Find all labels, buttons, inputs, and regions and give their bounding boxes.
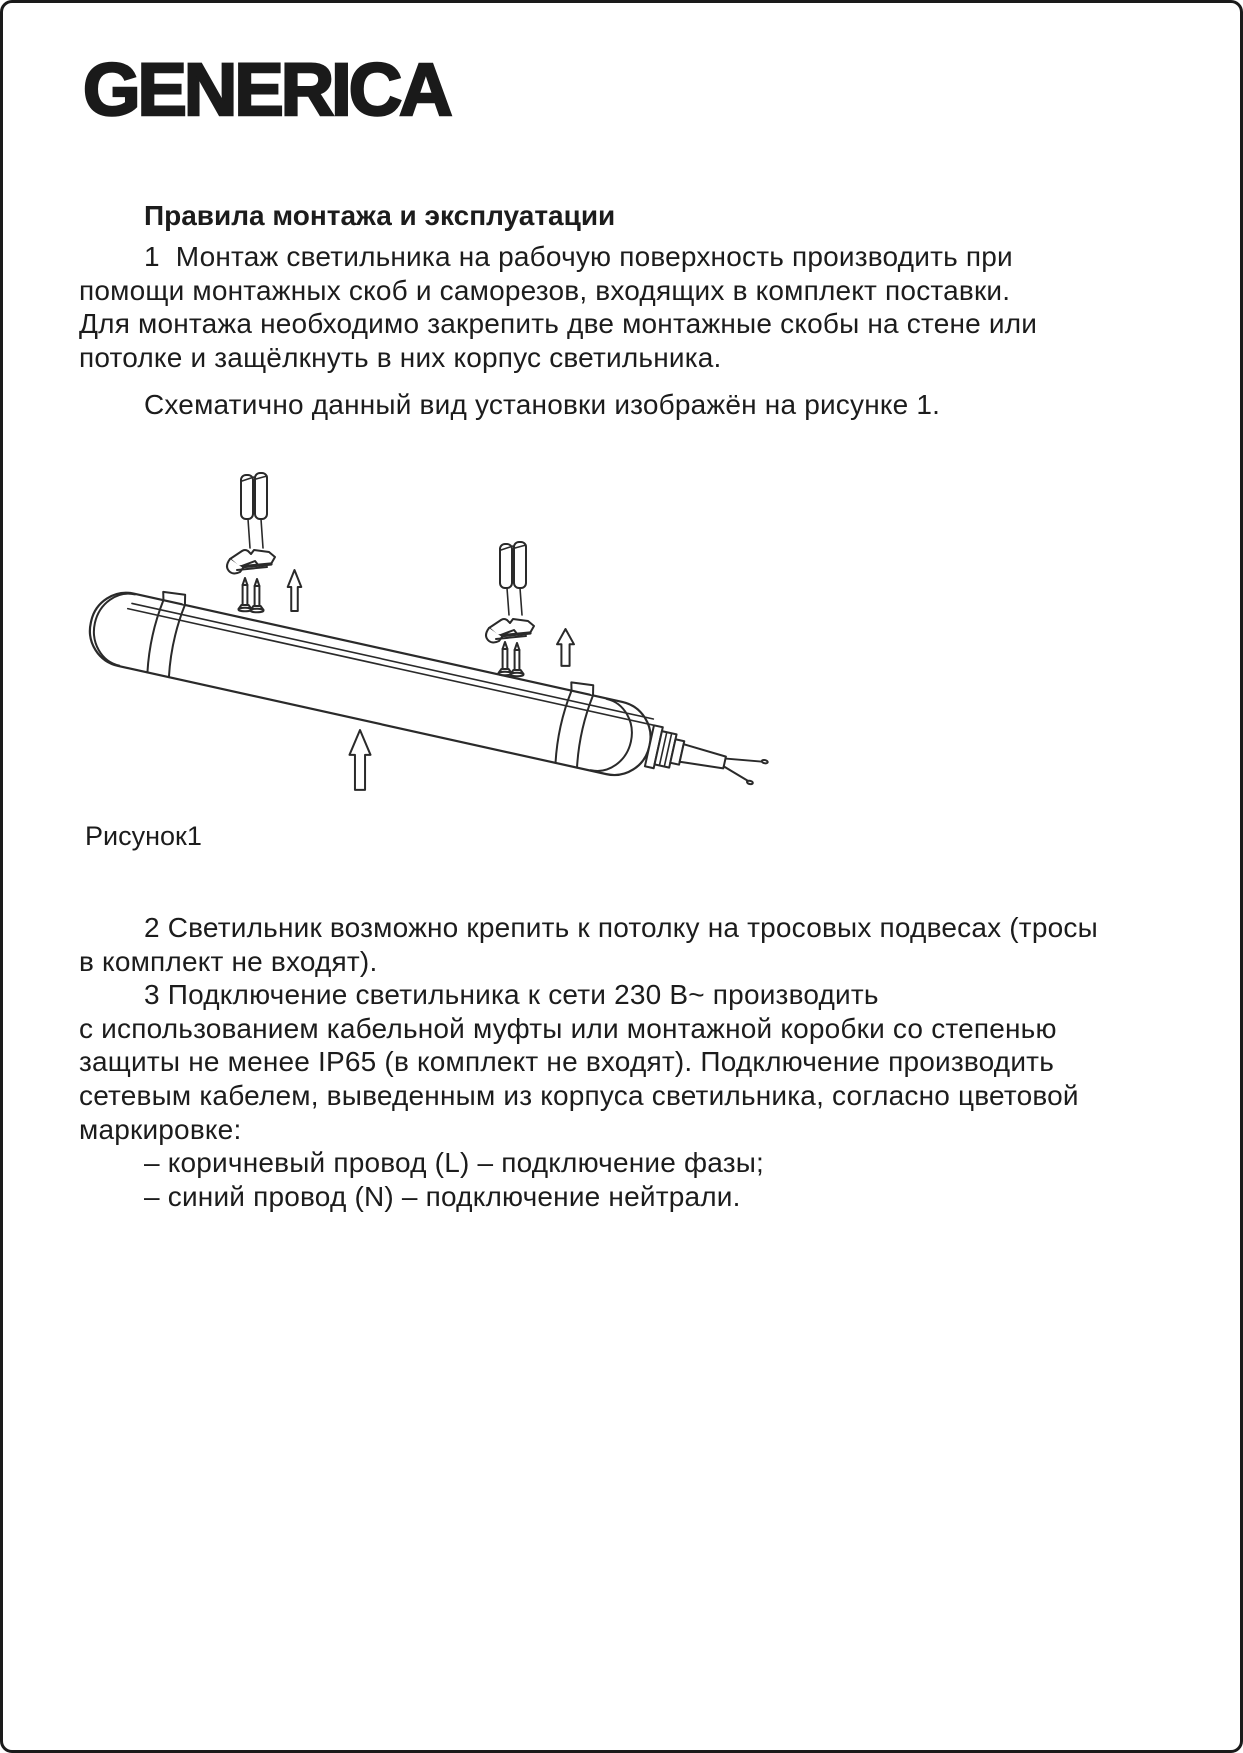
mounting-set-left [227,473,301,612]
body-line: помощи монтажных скоб и саморезов, входящих в комплект поставки. [79,274,1011,306]
body-line: потолке и защёлкнуть в них корпус светильника. [79,341,722,373]
section-heading: Правила монтажа и эксплуатации [144,200,616,231]
paragraph-2 [79,911,1098,1213]
body-line: – коричневый провод (L) – подключение фазы; [144,1147,765,1179]
body-line: Для монтажа необходимо закрепить две монтажные скобы на стене или [79,308,1038,340]
body-line: 2 Светильник возможно крепить к потолку на тросовых подвесах (тросы [144,912,1098,943]
wall-anchors [500,542,526,588]
brand-logo: GENERICA [83,48,450,131]
screw [251,579,264,612]
power-cable [678,742,768,787]
screw [511,643,524,676]
body-line: с использованием кабельной муфты или монтажной коробки со степенью [79,1012,1057,1044]
luminaire-body [83,576,776,808]
body-line: защиты не менее IP65 (в комплект не входят). Подключение производить [79,1046,1054,1078]
body-line: сетевым кабелем, выведенным из корпуса светильника, согласно цветовой [79,1079,1079,1111]
body-line: маркировке: [79,1113,242,1145]
figure-reference-line: Схематично данный вид установки изображён на рисунке 1. [144,389,941,420]
body-line: – синий провод (N) – подключение нейтрали. [144,1180,741,1212]
mounting-set-right [486,542,574,676]
mounting-clip [486,619,534,643]
body-line: в комплект не входят). [79,945,378,977]
figure-caption: Рисунок1 [85,821,202,851]
up-arrow [350,730,371,790]
up-arrow [557,629,574,666]
body-line: 1 Монтаж светильника на рабочую поверхность производить при [144,241,1013,272]
up-arrow [288,570,302,611]
mounting-clip [227,550,275,574]
screw [499,642,512,675]
paragraph-1 [79,240,1037,374]
body-line: 3 Подключение светильника к сети 230 В~ производить [144,979,879,1011]
wall-anchors [241,473,267,519]
screw [239,578,252,611]
figure-1-illustration [43,408,783,808]
